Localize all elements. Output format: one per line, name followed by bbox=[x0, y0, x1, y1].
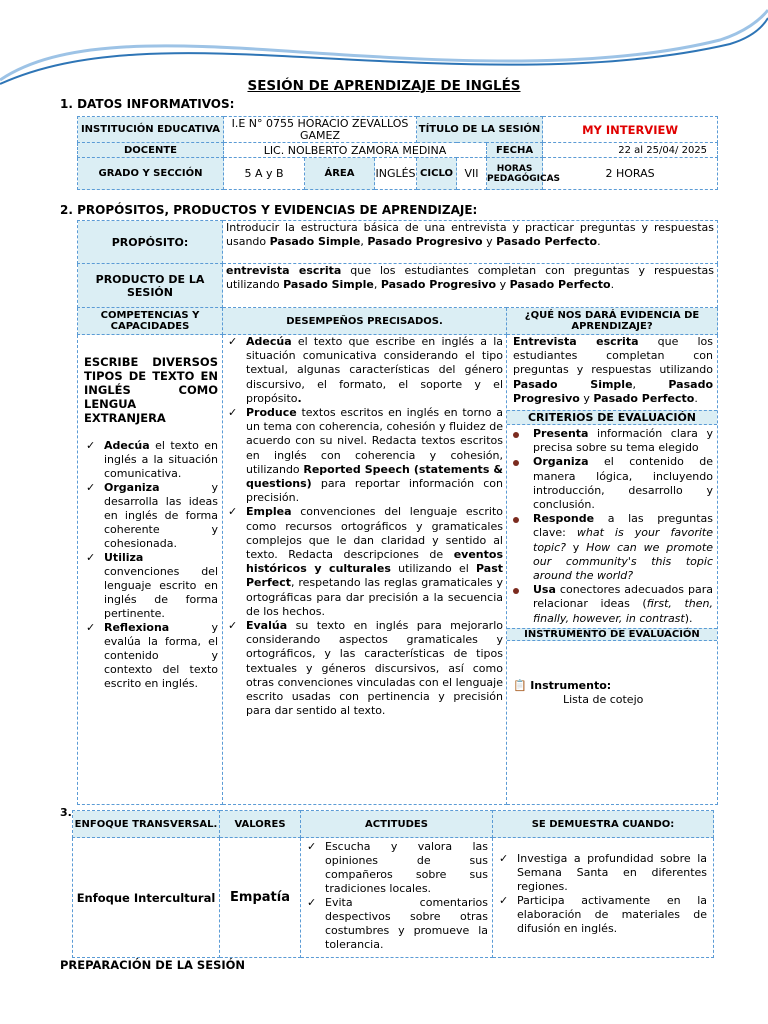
list-item: Usa conectores adecuados para relacionar ideas (first, then, finally, however, in contrast). bbox=[507, 583, 713, 626]
datos-table bbox=[77, 116, 718, 190]
capacidades-list bbox=[84, 439, 218, 691]
docente-label: DOCENTE bbox=[78, 143, 224, 158]
area-value: INGLÉS bbox=[375, 158, 417, 190]
demuestra-list bbox=[497, 852, 707, 936]
horas-label: HORAS PEDAGÓGICAS bbox=[487, 158, 543, 190]
titulo-label: TÍTULO DE LA SESIÓN bbox=[417, 117, 543, 143]
instrumento-label: Instrumento: bbox=[530, 678, 612, 692]
proposito-value: Introducir la estructura básica de una entrevista y practicar preguntas y respuestas usando Pasado Simple, Pasado Progresivo y Pasado Perfecto. bbox=[223, 221, 718, 264]
list-item: Organiza el contenido de manera lógica, incluyendo introducción, desarrollo y conclusión. bbox=[507, 455, 713, 512]
list-item: ✓ Produce textos escritos en inglés en torno a un tema con coherencia, cohesión y fluidez de acuerdo con su nivel. Redacta textos escritos en inglés con coherencia y cohesión, utilizando Reported Speech (statements & questions) para reportar información con precisión. bbox=[226, 406, 503, 505]
criterios-list bbox=[507, 425, 717, 628]
titulo-value: MY INTERVIEW bbox=[543, 117, 718, 143]
grado-value: 5 A y B bbox=[224, 158, 305, 190]
list-item: ✓ Escucha y valora las opiniones de sus compañeros sobre sus tradiciones locales. bbox=[305, 840, 488, 896]
tool-icon: 📋 bbox=[513, 678, 527, 692]
criterios-header: CRITERIOS DE EVALUACIÓN bbox=[507, 410, 717, 425]
col-desempenos: DESEMPEÑOS PRECISADOS. bbox=[223, 308, 507, 335]
list-item: ✓ Emplea convenciones del lenguaje escrito como recursos ortográficos y gramaticales complejos que le dan claridad y sentido al texto. Redacta descripciones de eventos históricos y culturales utilizando el Past Perfect, respetando las reglas gramaticales y ortográficas para dar precisión a la secuencia de los hechos. bbox=[226, 505, 503, 619]
list-item: Responde a las preguntas clave: what is your favorite topic? y How can we promote our community's this topic around the world? bbox=[507, 512, 713, 583]
list-item: ✓ Investiga a profundidad sobre la Semana Santa en diferentes regiones. bbox=[497, 852, 707, 894]
competencia-title: ESCRIBE DIVERSOS TIPOS DE TEXTO EN INGLÉS COMO LENGUA EXTRANJERA bbox=[84, 355, 218, 425]
enfoque-table bbox=[72, 810, 714, 958]
desempenos-list bbox=[226, 335, 503, 718]
enfoque-h4: SE DEMUESTRA CUANDO: bbox=[493, 811, 714, 838]
list-item: ✓ Adecúa el texto que escribe en inglés a la situación comunicativa considerando el tipo textual, algunas características del género discursivo, el formato, el soporte y el propósito. bbox=[226, 335, 503, 406]
instrumento-header: INSTRUMENTO DE EVALUACIÓN bbox=[507, 628, 717, 641]
actitudes-list bbox=[305, 840, 488, 952]
fecha-value: 22 al 25/04/ 2025 bbox=[543, 143, 718, 158]
enfoque-h3: ACTITUDES bbox=[301, 811, 493, 838]
list-item: ✓ Evalúa su texto en inglés para mejorarlo considerando aspectos gramaticales y ortográficos, y las características de tipos textuales y géneros discursivos, así como otras convenciones vinculadas con el lenguaje escrito usadas con pertinencia y precisión para dar sentido al texto. bbox=[226, 619, 503, 718]
col-competencias: COMPETENCIAS Y CAPACIDADES bbox=[78, 308, 223, 335]
section-2-heading: 2. PROPÓSITOS, PRODUCTOS Y EVIDENCIAS DE APRENDIZAJE: bbox=[60, 203, 478, 217]
grado-label: GRADO Y SECCIÓN bbox=[78, 158, 224, 190]
inst-value: I.E N° 0755 HORACIO ZEVALLOS GAMEZ bbox=[224, 117, 417, 143]
list-item: ✓ Participa activamente en la elaboración de materiales de difusión en inglés. bbox=[497, 894, 707, 936]
list-item: ✓ Adecúa el texto en inglés a la situación comunicativa. bbox=[84, 439, 218, 481]
inst-label: INSTITUCIÓN EDUCATIVA bbox=[78, 117, 224, 143]
ciclo-label: CICLO bbox=[417, 158, 457, 190]
enfoque-h1: ENFOQUE TRANSVERSAL. bbox=[73, 811, 220, 838]
ciclo-value: VII bbox=[457, 158, 487, 190]
docente-value: LIC. NOLBERTO ZAMORA MEDINA bbox=[224, 143, 487, 158]
col-evidencia: ¿QUÉ NOS DARÁ EVIDENCIA DE APRENDIZAJE? bbox=[507, 308, 718, 335]
enfoque-value: Enfoque Intercultural bbox=[73, 838, 220, 958]
list-item: ✓ Utiliza convenciones del lenguaje escrito en inglés de forma pertinente. bbox=[84, 551, 218, 621]
horas-value: 2 HORAS bbox=[543, 158, 718, 190]
proposito-label: PROPÓSITO: bbox=[78, 221, 223, 264]
footer-heading: PREPARACIÓN DE LA SESIÓN bbox=[60, 958, 246, 972]
valor-value: Empatía bbox=[220, 838, 301, 958]
list-item: ✓ Evita comentarios despectivos sobre otras costumbres y promueve la tolerancia. bbox=[305, 896, 488, 952]
producto-label: PRODUCTO DE LA SESIÓN bbox=[78, 264, 223, 308]
area-label: ÁREA bbox=[305, 158, 375, 190]
list-item: Presenta información clara y precisa sobre su tema elegido bbox=[507, 427, 713, 455]
list-item: ✓ Reflexiona y evalúa la forma, el contenido y contexto del texto escrito en inglés. bbox=[84, 621, 218, 691]
fecha-label: FECHA bbox=[487, 143, 543, 158]
section-3-heading: 3. bbox=[60, 806, 72, 819]
instrumento-value: Lista de cotejo bbox=[563, 693, 644, 707]
decorative-wave bbox=[0, 0, 768, 90]
page-title: SESIÓN DE APRENDIZAJE DE INGLÉS bbox=[247, 78, 521, 94]
section-1-heading: 1. DATOS INFORMATIVOS: bbox=[60, 97, 235, 111]
propositos-table bbox=[77, 220, 718, 805]
enfoque-h2: VALORES bbox=[220, 811, 301, 838]
list-item: ✓ Organiza y desarrolla las ideas en inglés de forma coherente y cohesionada. bbox=[84, 481, 218, 551]
producto-value: entrevista escrita que los estudiantes completan con preguntas y respuestas utilizando Pasado Simple, Pasado Progresivo y Pasado Perfecto. bbox=[223, 264, 718, 308]
evidencia-text: Entrevista escrita que los estudiantes completan con preguntas y respuestas utilizando Pasado Simple, Pasado Progresivo y Pasado Perfecto. bbox=[513, 335, 713, 405]
